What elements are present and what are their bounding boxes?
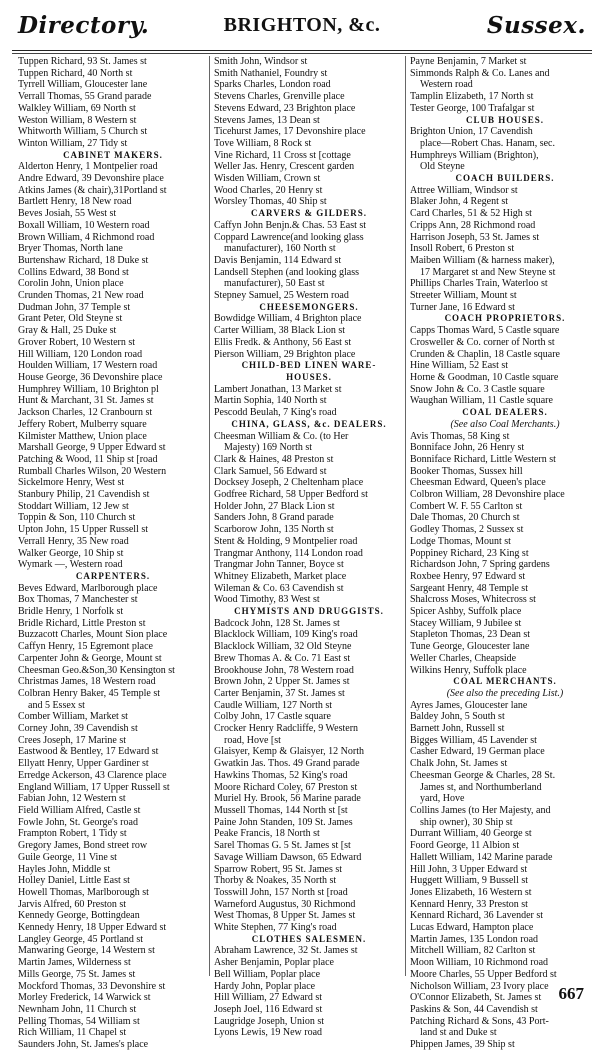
column-divider <box>209 56 210 976</box>
listing-entry: Eastwood & Bentley, 17 Edward st <box>18 746 159 758</box>
listing-entry: Crocker Henry Radcliffe, 9 Western <box>214 723 359 735</box>
listing-entry: Manwaring George, 14 Western st <box>18 945 155 957</box>
listing-entry: Blacklock William, 32 Old Steyne <box>214 641 352 653</box>
listing-entry: Brew Thomas A. & Co. 71 East st <box>214 652 351 664</box>
listing-entry: Winton William, 27 Tidy st <box>18 137 128 149</box>
listing-entry: Hayles John, Middle st <box>18 863 111 875</box>
listing-entry: Combert W. F. 55 Carlton st <box>410 500 523 512</box>
listing-entry: Insoll Robert, 6 Preston st <box>410 243 515 255</box>
listing-entry: Bonniface John, 26 Henry st <box>410 442 525 454</box>
listing-entry: Verrall Henry, 35 New road <box>18 535 129 547</box>
listing-entry: Godfree Richard, 58 Upper Bedford st <box>214 489 368 501</box>
listing-entry-continuation: ship owner), 30 Ship st <box>420 816 513 828</box>
listing-entry: Streeter William, Mount st <box>410 290 517 302</box>
listing-entry: Richardson John, 7 Spring gardens <box>410 559 550 571</box>
listing-entry: Badcock John, 128 St. James st <box>214 617 340 629</box>
listing-entry: Hawkins Thomas, 52 King's road <box>214 769 348 781</box>
listing-entry: Mussell Thomas, 144 North st [st <box>214 805 348 816</box>
listing-entry-continuation: James st, and Northumberland <box>420 781 542 793</box>
section-heading: CHILD-BED LINEN WARE- <box>241 360 377 371</box>
listing-entry: Tune George, Gloucester lane <box>410 641 530 653</box>
listing-entry: Wood Charles, 20 Henry st <box>214 184 323 196</box>
listing-entry: Baldey John, 5 South st <box>410 711 505 723</box>
listing-entry: Horne & Goodman, 10 Castle square <box>410 371 559 383</box>
listing-entry: Clark & Haines, 48 Preston st <box>214 453 334 465</box>
page-header <box>12 6 592 44</box>
listing-entry: Caudle William, 127 North st <box>214 699 333 711</box>
section-heading: COAL MERCHANTS. <box>453 676 557 687</box>
listing-entry: Cripps Ann, 28 Richmond road <box>410 219 536 231</box>
listing-entry: Sickelmore Henry, West st <box>18 477 125 489</box>
listing-entry: Tosswill John, 157 North st [road <box>214 886 348 898</box>
listing-entry: Martin Sophia, 140 North st <box>214 395 327 407</box>
listing-entry: Martin James, 135 London road <box>410 933 539 945</box>
listing-entry: O'Connor Elizabeth, St. James st <box>410 992 542 1004</box>
listing-entry: Burtenshaw Richard, 18 Duke st <box>18 254 149 266</box>
listing-entry: Crees Joseph, 17 Marine st <box>18 734 127 746</box>
listing-entry: Wisden William, Crown st <box>214 173 321 185</box>
listing-entry: Brighton Union, 17 Cavendish <box>410 126 533 138</box>
listing-entry: Stent & Holding, 9 Montpelier road <box>214 535 358 547</box>
listing-entry: Bowdidge William, 4 Brighton place <box>214 313 362 325</box>
listing-entry-continuation: manufacturer), 160 North st <box>224 243 336 255</box>
listing-entry: Tester George, 100 Trafalgar st <box>410 102 535 114</box>
listing-entry: Gregory James, Bond street row <box>18 840 148 852</box>
listing-entry: Bridle Richard, Little Preston st <box>18 617 146 629</box>
listing-entry: Weller Charles, Cheapside <box>410 652 517 664</box>
listing-entry: Nicholson William, 23 Ivory place <box>410 980 549 992</box>
listing-entry: Corney John, 39 Cavendish st <box>18 723 138 735</box>
listing-entry: Hill John, 3 Upper Edward st <box>410 863 528 875</box>
listing-entry: Phippen James, 39 Ship st <box>410 1039 515 1051</box>
listing-entry: Capps Thomas Ward, 5 Castle square <box>410 325 560 337</box>
listing-entry: Andre Edward, 39 Devonshire place <box>18 173 164 185</box>
header-rule-thin <box>12 53 592 54</box>
listing-entry: Moore Charles, 55 Upper Bedford st <box>410 968 557 980</box>
listing-entry: Stacey William, 9 Jubilee st <box>410 617 522 629</box>
listing-entry: Crosweller & Co. corner of North st <box>410 336 555 348</box>
listing-entry: Stepney Samuel, 25 Western road <box>214 290 349 302</box>
listing-entry: Landsell Stephen (and looking glass <box>214 266 359 278</box>
listing-entry: Blaker John, 4 Regent st <box>410 196 509 208</box>
listing-entry: Trangmar John Tanner, Boyce st <box>214 559 344 571</box>
listing-entry: Harrison Joseph, 53 St. James st <box>410 231 540 243</box>
header-rule <box>12 50 592 51</box>
directory-page <box>12 6 592 1051</box>
listing-entry: Stevens Edward, 23 Brighton place <box>214 102 356 114</box>
listing-entry: Patching & Wood, 11 Ship st [road <box>18 453 158 465</box>
listing-entry: Maiben William (& harness maker), <box>410 254 555 266</box>
listing-entry: Marshall George, 9 Upper Edward st <box>18 442 166 454</box>
listing-entry: Crunden & Chaplin, 18 Castle square <box>410 348 560 360</box>
listing-entry: Wood Timothy, 83 West st <box>214 594 320 606</box>
listing-entry: Weller Jas. Henry, Crescent garden <box>214 161 355 173</box>
listing-entry: Sparrow Robert, 95 St. James st <box>214 863 343 875</box>
listing-entry: Box Thomas, 7 Manchester st <box>18 594 138 606</box>
listing-entry: Hill William, 27 Edward st <box>214 992 323 1004</box>
listing-entry: Clark Samuel, 56 Edward st <box>214 465 327 477</box>
listing-entry: Simmonds Ralph & Co. Lanes and <box>410 67 550 79</box>
listing-entry: Cheesman William & Co. (to Her <box>214 430 349 442</box>
listing-entry: Whitworth William, 5 Church st <box>18 126 148 138</box>
listing-entry-continuation: Western road <box>420 79 473 91</box>
listing-entry-continuation: place—Robert Chas. Hanam, sec. <box>420 137 555 149</box>
listing-entry: Caffyn John Benjn.& Chas. 53 East st <box>214 219 367 231</box>
listing-entry-continuation: Majesty) 169 North st <box>224 442 313 454</box>
listing-entry: Moon William, 10 Richmond road <box>410 957 549 969</box>
section-heading: CLUB HOUSES. <box>465 114 545 125</box>
section-heading: CARPENTERS. <box>75 570 151 581</box>
listing-entry: Walker George, 10 Ship st <box>18 547 124 559</box>
listing-entry: Buzzacott Charles, Mount Sion place <box>18 629 168 641</box>
listing-entry: Scarborow John, 135 North st <box>214 524 334 536</box>
listing-entry: Chalk John, St. James st <box>410 758 508 770</box>
listing-entry: Brown William, 4 Richmond road <box>18 231 155 243</box>
listing-entry: Pescodd Beulah, 7 King's road <box>214 407 337 419</box>
listing-entry: Barnett John, Russell st <box>410 723 505 735</box>
listing-entry: White Stephen, 77 King's road <box>214 922 337 934</box>
listing-entry: Cheesman Geo.&Son,30 Kensington st <box>18 664 175 676</box>
listing-entry: Corolin John, Union place <box>18 278 124 290</box>
listing-entry: Avis Thomas, 58 King st <box>410 430 510 442</box>
column-divider <box>405 56 406 976</box>
listing-entry: Booker Thomas, Sussex hill <box>410 465 523 477</box>
listing-entry-continuation: road, Hove [st <box>224 734 281 746</box>
listing-entry: Mockford Thomas, 33 Devonshire st <box>18 980 166 992</box>
section-heading: CLOTHES SALESMEN. <box>251 933 367 944</box>
listing-entry: Hunt & Marchant, 31 St. James st <box>18 395 154 407</box>
listing-entry: Sparks Charles, London road <box>214 79 331 91</box>
listing-entry: Saunders John, St. James's place <box>18 1039 149 1051</box>
listing-entry: Cheesman George & Charles, 28 St. <box>410 769 556 781</box>
listing-entry: Sargeant Henry, 48 Temple st <box>410 582 528 594</box>
listing-entry: Tove William, 8 Rock st <box>214 137 312 149</box>
listing-entry: Morley Frederick, 14 Warwick st <box>18 992 151 1004</box>
listing-entry: Kennedy Henry, 18 Upper Edward st <box>18 922 167 934</box>
listing-entry: Pelling Thomas, 54 William st <box>18 1015 140 1027</box>
listing-entry: Shalcross Moses, Whitecross st <box>410 594 536 606</box>
listing-entry: Trangmar Anthony, 114 London road <box>214 547 363 559</box>
listing-entry: Mitchell William, 82 Carlton st <box>410 945 536 957</box>
listing-entry: Turner Jane, 16 Edward st <box>410 301 515 313</box>
listing-entry: Poppiney Richard, 23 King st <box>410 547 529 559</box>
listing-entry: Fabian John, 12 Western st <box>18 793 126 805</box>
listing-entry: Alderton Henry, 1 Montpelier road <box>18 161 158 173</box>
listing-entry: Comber William, Market st <box>18 711 128 723</box>
listing-entry: Grant Peter, Old Steyne st <box>18 313 123 325</box>
section-heading: COACH PROPRIETORS. <box>444 313 566 324</box>
listing-entry: Field William Alfred, Castle st <box>18 805 141 816</box>
listing-entry: Smith Nathaniel, Foundry st <box>214 67 328 79</box>
listing-entry: Ellyatt Henry, Upper Gardiner st <box>18 758 149 770</box>
listing-entry: Tyrrell William, Gloucester lane <box>18 79 148 91</box>
listing-entry: Ellis Fredk. & Anthony, 56 East st <box>214 336 352 348</box>
listing-entry: Humphreys William (Brighton), <box>410 149 539 161</box>
listing-entry: Caffyn Henry, 15 Egremont place <box>18 641 153 653</box>
section-note: (See also Coal Merchants.) <box>450 418 560 430</box>
listing-entry: Rumball Charles Wilson, 20 Western <box>18 465 167 477</box>
listing-entry: Spicer Ashby, Suffolk place <box>410 606 522 618</box>
listing-entry: Kennard Richard, 36 Lavender st <box>410 910 544 922</box>
listing-entry-continuation: land st and Duke st <box>420 1027 497 1039</box>
listing-entry: Foord George, 11 Albion st <box>410 840 520 852</box>
section-heading: COAL DEALERS. <box>462 407 548 418</box>
listing-entry: Davis Benjamin, 114 Edward st <box>214 254 342 266</box>
listing-entry: Hallett William, 142 Marine parade <box>410 851 553 863</box>
running-head-center: BRIGHTON, &c. <box>223 14 381 36</box>
listing-entry: Humphrey William, 10 Brighton pl <box>18 383 159 395</box>
section-heading: HOUSES. <box>286 371 332 382</box>
listing-entry: Wymark —, Western road <box>18 559 123 571</box>
listing-entry: Cheesman Edward, Queen's place <box>410 477 546 489</box>
listing-entry: Guile George, 11 Vine st <box>18 851 117 863</box>
listing-entry: Dale Thomas, 20 Church st <box>410 512 520 524</box>
listing-entry: Carpenter John & George, Mount st <box>18 652 162 664</box>
listing-entry: West Thomas, 8 Upper St. James st <box>214 910 356 922</box>
listing-entry: Kennard Henry, 33 Preston st <box>410 898 528 910</box>
listing-entry: Stevens James, 13 Dean st <box>214 114 320 126</box>
section-heading: CHINA, GLASS, &c. DEALERS. <box>231 418 387 429</box>
listing-entry: Muriel Hy. Brook, 56 Marine parade <box>214 793 361 805</box>
listing-entry: Waughan William, 11 Castle square <box>410 395 553 407</box>
listing-entry: Stapleton Thomas, 23 Dean st <box>410 629 531 641</box>
listing-entry: Bonniface Richard, Little Western st <box>410 453 556 465</box>
running-head-left: Directory. <box>18 12 150 39</box>
listing-entry: Atkins James (& chair),31Portland st <box>18 184 167 196</box>
listing-entry: Carter William, 38 Black Lion st <box>214 325 346 337</box>
listing-entry: Payne Benjamin, 7 Market st <box>410 56 527 67</box>
listing-entry: Vine Richard, 11 Cross st [cottage <box>214 149 351 161</box>
listing-entry: Kilmister Matthew, Union place <box>18 430 147 442</box>
listing-entry-continuation: and 5 Essex st <box>28 699 85 711</box>
listing-entry: Colby John, 17 Castle square <box>214 711 331 723</box>
listing-entry-continuation: yard, Hove <box>420 793 465 805</box>
listing-entry: Lodge Thomas, Mount st <box>410 535 511 547</box>
listing-entry: Bridle Henry, 1 Norfolk st <box>18 606 124 618</box>
listing-entry: Sarel Thomas G. 5 St. James st [st <box>214 840 351 852</box>
listing-entry: Jeffery Robert, Mulberry square <box>18 418 147 430</box>
listing-entry: Hine William, 52 East st <box>410 360 509 372</box>
listing-entry: Peake Francis, 18 North st <box>214 828 320 840</box>
listing-entry: Walkley William, 69 North st <box>18 102 136 114</box>
listing-entry: Howell Thomas, Marlborough st <box>18 886 149 898</box>
listing-entry: Coppard Lawrence(and looking glass <box>214 231 364 243</box>
listing-entry: Wileman & Co. 63 Cavendish st <box>214 582 344 594</box>
listing-entry: Huggett William, 9 Bussell st <box>410 875 529 887</box>
listing-entry: Tamplin Elizabeth, 17 North st <box>410 91 534 103</box>
listing-entry: Lyons Lewis, 19 New road <box>214 1027 323 1039</box>
listing-entry: Crunden Thomas, 21 New road <box>18 290 144 302</box>
listing-entry: Collins James (to Her Majesty, and <box>410 805 551 816</box>
listing-entry: Blacklock William, 109 King's road <box>214 629 358 641</box>
section-heading: CABINET MAKERS. <box>63 149 163 160</box>
listing-entry: Sanders John, 8 Grand parade <box>214 512 334 524</box>
listing-entry: Attree William, Windsor st <box>410 184 518 196</box>
listing-entry: Paskins & Son, 44 Cavendish st <box>410 1003 538 1015</box>
listing-entry: Tuppen Richard, 40 North st <box>18 67 133 79</box>
listing-entry: Stoddart William, 12 Jew st <box>18 500 129 512</box>
listing-entry: Durrant William, 40 George st <box>410 828 532 840</box>
listing-entry: Casher Edward, 19 German place <box>410 746 545 758</box>
listing-entry: Moore Richard Coley, 67 Preston st <box>214 781 358 793</box>
listing-entry: Warneford Augustus, 30 Richmond <box>214 898 356 910</box>
listing-entry: Fowle John, St. George's road <box>18 816 138 828</box>
listing-entry: Jones Elizabeth, 16 Western st <box>410 886 532 898</box>
listing-entry: Phillips Charles Train, Waterloo st <box>410 278 548 290</box>
listing-entry: Houlden William, 17 Western road <box>18 360 158 372</box>
listing-entry: Ticehurst James, 17 Devonshire place <box>214 126 366 138</box>
listing-entry: Brookhouse John, 78 Western road <box>214 664 354 676</box>
listing-entry: Bryer Thomas, North lane <box>18 243 123 255</box>
listing-entry: Toppin & Son, 110 Church st <box>18 512 136 524</box>
listing-entry: Ayres James, Gloucester lane <box>410 699 528 711</box>
listing-entry: Thorby & Noakes, 35 North st <box>214 875 337 887</box>
listing-entry: Verrall Thomas, 55 Grand parade <box>18 91 152 103</box>
listing-entry: Godley Thomas, 2 Sussex st <box>410 524 524 536</box>
listing-entry: Rich William, 11 Chapel st <box>18 1027 127 1039</box>
listing-entry: Card Charles, 51 & 52 High st <box>410 208 532 220</box>
listing-entry: Pierson William, 29 Brighton place <box>214 348 356 360</box>
section-heading: CHEESEMONGERS. <box>259 301 359 312</box>
section-note: (See also the preceding List.) <box>446 687 564 699</box>
listing-entry: Roxbee Henry, 97 Edward st <box>410 570 526 582</box>
listing-entry: Collins Edward, 38 Bond st <box>18 266 129 278</box>
listing-entry: Mills George, 75 St. James st <box>18 968 136 980</box>
listing-entry: Abraham Lawrence, 32 St. James st <box>214 945 358 957</box>
listing-entry-continuation: Old Steyne <box>420 161 465 173</box>
listing-entry: Carter Benjamin, 37 St. James st <box>214 687 345 699</box>
listing-entry: Lucas Edward, Hampton place <box>410 922 534 934</box>
listing-entry: Hardy John, Poplar place <box>214 980 316 992</box>
listing-entry: Tuppen Richard, 93 St. James st <box>18 56 147 67</box>
listing-entry: Holley Daniel, Little East st <box>18 875 130 887</box>
listing-entry: Whitney Elizabeth, Market place <box>214 570 347 582</box>
section-heading: COACH BUILDERS. <box>455 173 555 184</box>
listing-entry: Lambert Jonathan, 13 Market st <box>214 383 342 395</box>
listing-entry: Gwatkin Jas. Thos. 49 Grand parade <box>214 758 360 770</box>
listing-entry: Christmas James, 18 Western road <box>18 676 156 688</box>
listing-entry: Jarvis Alfred, 60 Preston st <box>18 898 127 910</box>
listing-entry: Wilkins Henry, Suffolk place <box>410 664 527 676</box>
listing-entry: Stanbury Philip, 21 Cavendish st <box>18 489 150 501</box>
listing-entry: Bell William, Poplar place <box>214 968 321 980</box>
page-number: 667 <box>558 984 584 1003</box>
listing-entry: Weston William, 8 Western st <box>18 114 137 126</box>
listing-entry: Joseph Joel, 116 Edward st <box>214 1003 323 1015</box>
listing-entry: Kennedy George, Bottingdean <box>18 910 140 922</box>
column-middle <box>212 56 404 1039</box>
listing-entry: Colbran Henry Baker, 45 Temple st <box>18 687 161 699</box>
listing-entry: Patching Richard & Sons, 43 Port- <box>410 1015 549 1027</box>
listing-entry: Paine John Standen, 109 St. James <box>214 816 353 828</box>
listing-entry: Holder John, 27 Black Lion st <box>214 500 335 512</box>
listing-entry: Beves Josiah, 55 West st <box>18 208 117 220</box>
listing-entry: England William, 17 Upper Russell st <box>18 781 170 793</box>
listing-entry: Bigges William, 45 Lavender st <box>410 734 537 746</box>
listing-entry: Stevens Charles, Grenville place <box>214 91 345 103</box>
listing-entry: Docksey Joseph, 2 Cheltenham place <box>214 477 364 489</box>
section-heading: CHYMISTS AND DRUGGISTS. <box>234 606 384 617</box>
listing-entry: Laugridge Joseph, Union st <box>214 1015 324 1027</box>
listing-entry: Smith John, Windsor st <box>214 56 308 67</box>
listing-entry: Boxall William, 10 Western road <box>18 219 150 231</box>
listing-entry: Gray & Hall, 25 Duke st <box>18 325 117 337</box>
section-heading: CARVERS & GILDERS. <box>251 208 367 219</box>
listing-entry-continuation: manufacturer), 50 East st <box>224 278 325 290</box>
listing-entry: Snow John & Co. 3 Castle square <box>410 383 545 395</box>
listing-entry: Savage William Dawson, 65 Edward <box>214 851 362 863</box>
listing-entry: Newnham John, 11 Church st <box>18 1003 137 1015</box>
listing-entry: House George, 36 Devonshire place <box>18 371 163 383</box>
column-left <box>16 56 208 1051</box>
listing-entry: Hill William, 120 London road <box>18 348 143 360</box>
listing-entry: Erredge Ackerson, 43 Clarence place <box>18 769 167 781</box>
listing-entry: Glaisyer, Kemp & Glaisyer, 12 North <box>214 746 364 758</box>
listing-entry-continuation: 17 Margaret st and New Steyne st <box>420 266 556 278</box>
listing-entry: Langley George, 45 Portland st <box>18 933 144 945</box>
listing-entry: Brown John, 2 Upper St. James st <box>214 676 350 688</box>
listing-entry: Beves Edward, Marlborough place <box>18 582 158 594</box>
listing-entry: Upton John, 15 Upper Russell st <box>18 524 148 536</box>
listing-entry: Asher Benjamin, Poplar place <box>214 957 334 969</box>
listing-entry: Grover Robert, 10 Western st <box>18 336 136 348</box>
listing-entry: Bartlett Henry, 18 New road <box>18 196 132 208</box>
running-head-right: Sussex. <box>486 12 586 39</box>
listing-entry: Martin James, Wilderness st <box>18 957 131 969</box>
listing-entry: Jackson Charles, 12 Cranbourn st <box>18 407 153 419</box>
listing-entry: Colbron William, 28 Devonshire place <box>410 489 565 501</box>
listing-entry: Dudman John, 37 Temple st <box>18 301 131 313</box>
listing-entry: Worsley Thomas, 40 Ship st <box>214 196 327 208</box>
listing-entry: Frampton Robert, 1 Tidy st <box>18 828 127 840</box>
